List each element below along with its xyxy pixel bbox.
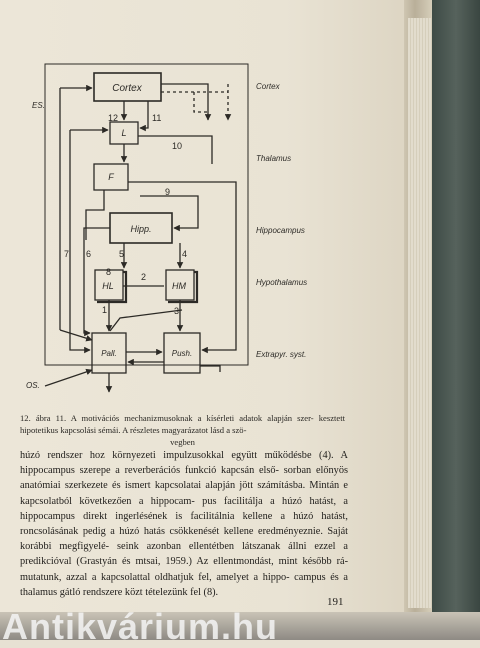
- watermark-logo: Antikvárium.hu: [2, 606, 279, 647]
- marker-8: 8: [106, 267, 112, 277]
- marker-5: 5: [119, 249, 125, 259]
- marker-10: 10: [172, 141, 183, 151]
- side-label-hippocampus: Hippocampus: [256, 226, 305, 235]
- book-cover: [432, 0, 480, 640]
- push-box-label: Push.: [171, 349, 193, 358]
- marker-9: 9: [165, 187, 171, 197]
- marker-4: 4: [182, 249, 188, 259]
- marker-3: 3: [174, 306, 180, 316]
- body-text: [20, 448, 348, 600]
- marker-12: 12: [108, 113, 119, 123]
- page-edges: [408, 18, 434, 608]
- f-box-label: F: [108, 172, 114, 182]
- es-marker: ES.: [32, 101, 45, 110]
- pall-box-label: Pall.: [101, 349, 117, 358]
- marker-1: 1: [102, 305, 108, 315]
- side-label-hypothalamus: Hypothalamus: [256, 278, 308, 287]
- l-box-label: L: [121, 128, 127, 138]
- side-label-cortex: Cortex: [256, 82, 280, 91]
- figure-caption: [20, 412, 345, 448]
- marker-11: 11: [152, 113, 162, 123]
- caption-line-1: 12. ábra 11. A motivációs mechanizmusoknak a kísérleti adatok alapján szer- kesztett hipotetikus kapcsolási sémái. A részletes magyarázatot lásd a szö-: [20, 413, 345, 435]
- page-number: 191: [327, 596, 344, 608]
- cortex-box-label: Cortex: [112, 83, 142, 94]
- marker-2: 2: [141, 272, 147, 282]
- side-label-extrapyr: Extrapyr. syst.: [256, 350, 307, 359]
- marker-6: 6: [86, 249, 92, 259]
- motivation-circuit-diagram: [0, 40, 330, 398]
- marker-7: 7: [64, 249, 70, 259]
- caption-line-2: vegben: [170, 437, 195, 447]
- body-paragraph: húzó rendszer hoz környezeti impulzusokkal együtt működésbe (4). A hippocampus szerepe a reverberációs funkció kapcsán első- sorban előnyös anatómiai szerkezete és ismert kapcsolatai alapján jött számításba. Mintán e kapcsolatból következően a hippocam- pus facilitálja a húzó hatást, a hippocampus direkt ingerlésének is facilitálnia kellene a húzó hatást, roncsolásának pedig a húzó hatás csökkenését kellene eredményeznie. Saját korábbi megfigyelé- seink azonban ellentétben látszanak állni ezzel a predikcióval (Grastyán és mtsai, 1959.) Az ellentmondást, mint később rá- mutatunk, azzal a kapcsolattal oldhatjuk fel, amelyet a hippo- campus és a thalamus gátló rendszere közt tételezünk fel (8).: [20, 450, 348, 598]
- hm-box-label: HM: [172, 281, 186, 291]
- os-marker: OS.: [26, 381, 40, 390]
- hl-box-label: HL: [102, 281, 114, 291]
- side-label-thalamus: Thalamus: [256, 154, 292, 163]
- hipp-box-label: Hipp.: [130, 224, 152, 234]
